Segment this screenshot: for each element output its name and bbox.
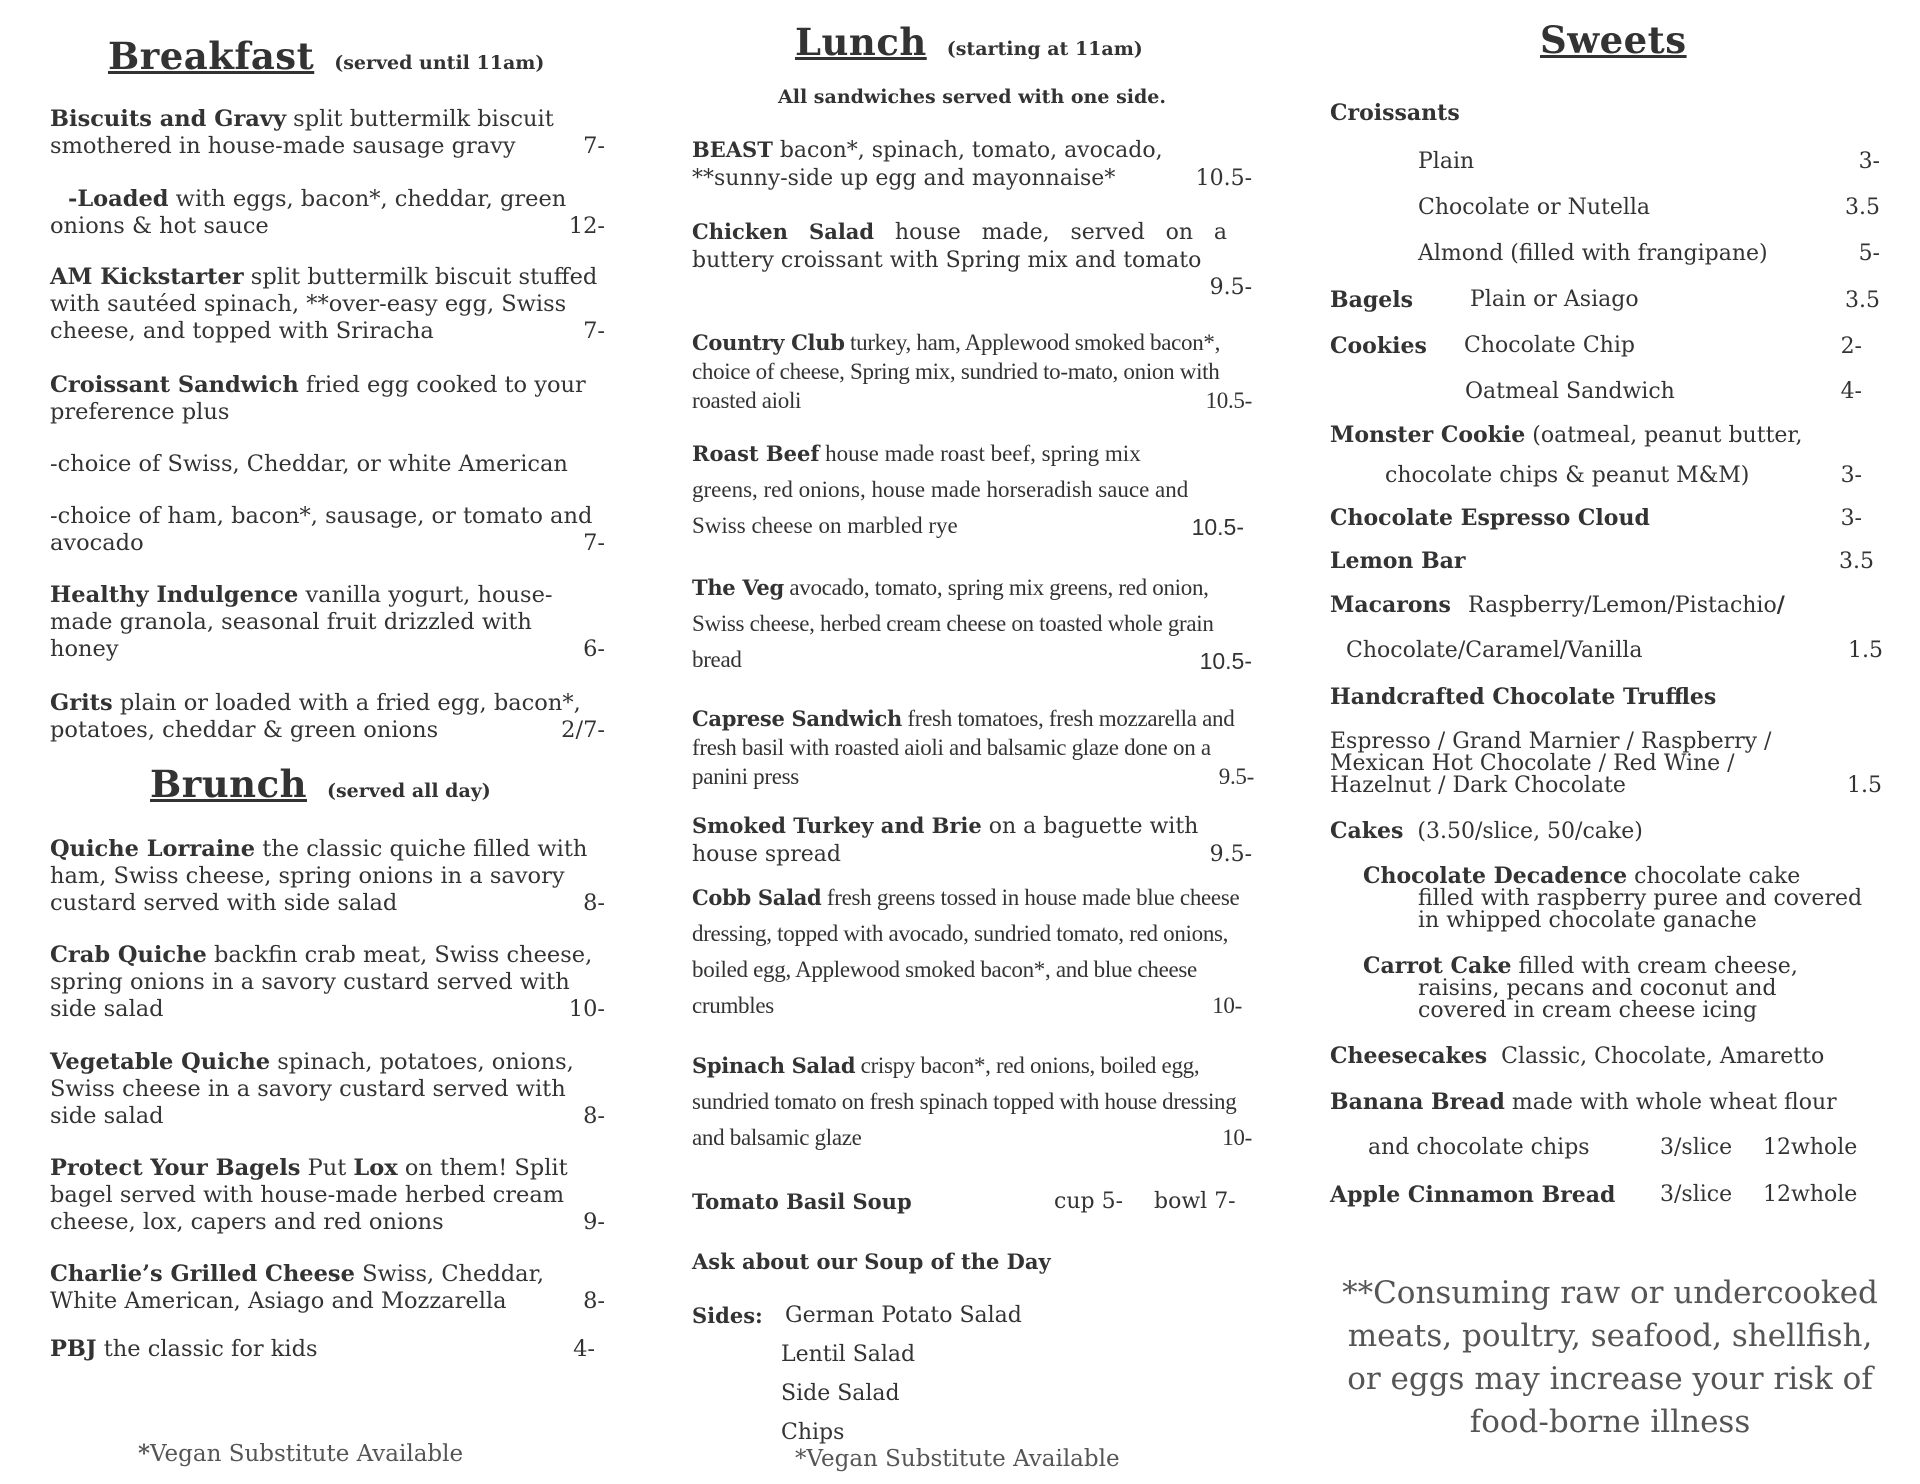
item-desc: plain or loaded with a fried egg, bacon*, potatoes, cheddar & green onions [50, 690, 581, 743]
item-price: 3- [1858, 149, 1880, 174]
menu-item [692, 704, 1254, 791]
item-price: 2/7- [561, 717, 605, 743]
item-price: 7- [583, 318, 605, 344]
item-name: Grits [50, 690, 113, 716]
sweets-title: Sweets [1540, 18, 1687, 62]
cheesecakes [1330, 1043, 1824, 1070]
menu-item [50, 836, 605, 917]
item-price: 6- [583, 636, 605, 662]
menu-item [692, 812, 1252, 869]
cake-item [1363, 865, 1883, 932]
macarons [1330, 592, 1880, 619]
item-name: Biscuits and Gravy [50, 106, 287, 132]
item-name: AM Kickstarter [50, 264, 244, 290]
item-desc: the classic for kids [96, 1336, 318, 1362]
croissant-item [1418, 241, 1880, 267]
breakfast-heading [108, 34, 544, 78]
item-desc: spinach, potatoes, onions, Swiss cheese in a savory custard served with side salad [50, 1049, 574, 1129]
item-price: 7- [583, 530, 605, 556]
item-price-row [692, 644, 1252, 676]
menu-item [50, 503, 605, 557]
item-name: BEAST [692, 137, 773, 162]
item-desc: Swiss, Cheddar, White American, Asiago and Mozzarella [50, 1261, 545, 1314]
breakfast-note: (served until 11am) [334, 52, 545, 74]
banana-bread-cont [1368, 1135, 1880, 1161]
item-name: Chocolate or Nutella [1418, 195, 1651, 220]
item-name: Carrot Cake [1363, 953, 1512, 979]
menu-item [50, 264, 605, 345]
item-price: 1.5 [1847, 773, 1882, 798]
item-price: 10- [568, 996, 605, 1022]
croissant-item [1418, 149, 1880, 175]
item-name: Smoked Turkey and Brie [692, 813, 982, 838]
item-desc-more: filled with raspberry puree and covered in whipped chocolate ganache [1418, 886, 1863, 933]
item-desc: avocado, tomato, spring mix greens, red onion, Swiss cheese, herbed cream cheese on toasted whole grain bread [692, 575, 1214, 672]
item-desc: house made roast beef, spring mix greens, red onions, house made horseradish sauce and Swiss cheese on marbled rye [692, 441, 1189, 538]
menu-item [692, 218, 1227, 275]
bagels-row [1330, 287, 1880, 314]
item-name: PBJ [50, 1336, 97, 1362]
item-price: 2- [1840, 334, 1862, 359]
item-price: 12- [568, 213, 605, 239]
menu-item [50, 1049, 605, 1130]
menu-item [50, 582, 605, 663]
item-desc: Raspberry/Lemon/Pistachio/ [1468, 592, 1785, 618]
item-price: 10- [1212, 993, 1242, 1018]
item-price: 3- [1840, 506, 1862, 531]
soup-cup-price: cup 5- [1054, 1189, 1123, 1214]
item-desc: fresh greens tossed in house made blue cheese dressing, topped with avocado, sundried tomato, red onions, boiled egg, Applewood smoked bacon*, and blue cheese crumbles [692, 885, 1240, 1018]
breakfast-title: Breakfast [108, 34, 315, 78]
item-name: Quiche Lorraine [50, 836, 256, 862]
lemon-bar [1330, 548, 1874, 575]
item-desc: split buttermilk biscuit stuffed with sautéed spinach, **over-easy egg, Swiss cheese, and topped with Sriracha [50, 264, 598, 344]
macarons-cont [1346, 638, 1883, 664]
item-price: 8- [583, 1288, 605, 1314]
item-name: Chocolate Espresso Cloud [1330, 505, 1650, 531]
item-name: Cakes [1330, 818, 1404, 844]
item-desc: turkey, ham, Applewood smoked bacon*, choice of cheese, Spring mix, sundried to-mato, onion with roasted aioli [692, 330, 1221, 413]
side-item: Lentil Salad [781, 1342, 916, 1367]
item-name: Caprese Sandwich [692, 706, 902, 731]
lunch-note: (starting at 11am) [946, 38, 1143, 60]
item-name: Cookies [1330, 333, 1427, 359]
item-desc: on them! Split bagel served with house-made herbed cream cheese, lox, capers and red onions [50, 1155, 568, 1235]
menu-item [50, 451, 605, 478]
item-desc: Plain or Asiago [1470, 287, 1639, 312]
sides-label: Sides: [692, 1303, 763, 1328]
item-price: 10- [1222, 1125, 1252, 1150]
item-name: Country Club [692, 330, 845, 355]
item-desc: fried egg cooked to your preference plus [50, 372, 586, 425]
item-name: Healthy Indulgence [50, 582, 299, 608]
menu-item [50, 1261, 605, 1315]
truffles-flavors [1330, 731, 1882, 797]
item-price-row [692, 274, 1252, 302]
lunch-heading [795, 20, 1143, 64]
item-name: -Loaded [68, 186, 169, 212]
item-price: 3.5 [1845, 288, 1880, 313]
item-desc: Classic, Chocolate, Amaretto [1501, 1044, 1825, 1069]
cookie-item [1465, 379, 1862, 405]
item-name: Croissant Sandwich [50, 372, 299, 398]
item-desc: fresh tomatoes, fresh mozzarella and fresh basil with roasted aioli and balsamic glaze done on a panini press [692, 706, 1235, 789]
raw-food-disclaimer: **Consuming raw or undercooked meats, poultry, seafood, shellfish, or eggs may increase your risk of food-borne illness [1342, 1275, 1878, 1440]
croissants-label: Croissants [1330, 100, 1460, 126]
item-name: Crab Quiche [50, 942, 207, 968]
sweets-heading [1540, 18, 1687, 62]
brunch-heading [150, 762, 491, 806]
lunch-subtitle: All sandwiches served with one side. [778, 86, 1166, 108]
item-desc: Chocolate/Caramel/Vanilla [1346, 638, 1643, 663]
brunch-note: (served all day) [327, 780, 491, 802]
menu-item [50, 690, 605, 744]
vegan-note [138, 1440, 463, 1467]
item-price: 10.5- [1205, 388, 1252, 413]
item-desc: made with whole wheat flour [1504, 1090, 1837, 1115]
item-price: 8- [583, 890, 605, 916]
lunch-title: Lunch [795, 20, 927, 64]
item-desc: vanilla yogurt, house-made granola, seasonal fruit drizzled with honey [50, 582, 553, 662]
item-name: Cobb Salad [692, 885, 822, 910]
item-desc: on a baguette with house spread [692, 814, 1199, 867]
item-price: 10.5- [1199, 648, 1252, 674]
item-desc: (3.50/slice, 50/cake) [1417, 819, 1643, 844]
item-price: 3- [1840, 463, 1862, 488]
item-price: 9.5- [1209, 275, 1252, 300]
item-name: Plain [1418, 149, 1475, 174]
apple-cinnamon-bread [1330, 1182, 1880, 1209]
item-desc: with eggs, bacon*, cheddar, green onions & hot sauce [50, 186, 567, 239]
menu-item [50, 1155, 605, 1236]
item-price-row [692, 510, 1244, 542]
side-item: German Potato Salad [785, 1303, 1022, 1328]
side-item: Chips [781, 1420, 845, 1445]
item-price: 9.5- [1218, 764, 1254, 789]
item-desc-more: raisins, pecans and coconut and covered in cream cheese icing [1418, 976, 1777, 1023]
soup-name: Tomato Basil Soup [692, 1189, 912, 1214]
item-desc: Espresso / Grand Marnier / Raspberry / Mexican Hot Chocolate / Red Wine / Hazelnut / Dark Chocolate [1330, 729, 1772, 798]
item-name: The Veg [692, 575, 784, 600]
item-desc: backfin crab meat, Swiss cheese, spring onions in a savory custard served with side salad [50, 942, 593, 1022]
item-desc: and chocolate chips [1368, 1135, 1590, 1160]
menu-item [692, 880, 1242, 1024]
item-desc: -choice of Swiss, Cheddar, or white American [50, 451, 568, 477]
soup-of-day-text: Ask about our Soup of the Day [692, 1249, 1051, 1274]
item-price: 9.5- [1209, 842, 1252, 867]
menu-item [50, 186, 605, 240]
menu-item [50, 942, 605, 1023]
item-name: Oatmeal Sandwich [1465, 379, 1675, 404]
vegan-star: * [138, 1440, 151, 1467]
soup-bowl-price: bowl 7- [1154, 1189, 1236, 1214]
truffles-label: Handcrafted Chocolate Truffles [1330, 684, 1717, 710]
item-price: 3.5 [1845, 195, 1880, 220]
monster-cookie-cont [1385, 463, 1862, 489]
item-name: Vegetable Quiche [50, 1049, 271, 1075]
cake-item [1363, 955, 1843, 1022]
whole-price: 12whole [1763, 1135, 1858, 1160]
sides-list [692, 1296, 1092, 1445]
item-desc: crispy bacon*, red onions, boiled egg, sundried tomato on fresh spinach topped with house dressing and balsamic glaze [692, 1053, 1237, 1150]
item-name: Spinach Salad [692, 1053, 856, 1078]
item-desc: the classic quiche filled with ham, Swiss cheese, spring onions in a savory custard served with side salad [50, 836, 588, 916]
item-desc: Chocolate Chip [1464, 333, 1635, 358]
soup-of-day [692, 1248, 1252, 1277]
item-name: Chicken Salad [692, 219, 875, 244]
slice-price: 3/slice [1660, 1182, 1733, 1207]
menu-item [50, 372, 605, 426]
item-name: Bagels [1330, 287, 1413, 313]
soup-row [692, 1188, 1252, 1218]
item-desc: split buttermilk biscuit smothered in house-made sausage gravy [50, 106, 554, 159]
banana-bread [1330, 1089, 1837, 1116]
item-name: Almond (filled with frangipane) [1418, 241, 1768, 266]
side-item: Side Salad [781, 1381, 900, 1406]
item-price: 9- [583, 1209, 605, 1235]
espresso-cloud [1330, 505, 1862, 532]
vegan-note-text: Vegan Substitute Available [150, 1441, 464, 1467]
croissant-item [1418, 195, 1880, 221]
item-desc: bacon*, spinach, tomato, avocado, **sunny-side up egg and mayonnaise* [692, 138, 1163, 191]
item-price: 4- [1840, 379, 1862, 404]
item-name: Charlie’s Grilled Cheese [50, 1261, 355, 1287]
item-name: Chocolate Decadence [1363, 863, 1628, 889]
item-price: 3.5 [1839, 549, 1874, 574]
item-desc: filled with cream cheese, [1511, 954, 1798, 979]
item-price: 10.5- [1195, 166, 1252, 191]
cakes-label [1330, 818, 1643, 845]
item-name: Roast Beef [692, 441, 820, 466]
menu-item [692, 136, 1252, 193]
item-price: 4- [573, 1336, 595, 1362]
item-desc: house made, served on a buttery croissant with Spring mix and tomato [692, 220, 1227, 273]
item-desc: -choice of ham, bacon*, sausage, or tomato and avocado [50, 503, 593, 556]
item-name: Monster Cookie [1330, 422, 1526, 448]
menu-item [50, 1336, 595, 1363]
item-price: 8- [583, 1103, 605, 1129]
item-name: Protect Your Bagels [50, 1155, 301, 1181]
item-mid: Put [300, 1155, 354, 1181]
cookies-row [1330, 333, 1862, 360]
item-desc: (oatmeal, peanut butter, [1525, 423, 1803, 448]
item-price: 1.5 [1848, 638, 1883, 663]
brunch-title: Brunch [150, 762, 307, 806]
menu-item [50, 106, 605, 160]
item-price: 5- [1858, 241, 1880, 266]
item-price: 10.5- [1191, 514, 1244, 540]
menu-item [692, 328, 1252, 415]
item-name: Banana Bread [1330, 1089, 1505, 1115]
vegan-note: *Vegan Substitute Available [795, 1446, 1120, 1472]
item-name: Lox [353, 1155, 398, 1181]
item-desc: chocolate cake [1627, 864, 1801, 889]
item-name: Lemon Bar [1330, 548, 1466, 574]
item-name: Macarons [1330, 592, 1451, 618]
item-name: Apple Cinnamon Bread [1330, 1182, 1616, 1208]
item-desc: chocolate chips & peanut M&M) [1385, 463, 1750, 488]
slice-price: 3/slice [1660, 1135, 1733, 1160]
whole-price: 12whole [1763, 1182, 1858, 1207]
item-name: Cheesecakes [1330, 1043, 1488, 1069]
item-price: 7- [583, 133, 605, 159]
menu-item [692, 1048, 1252, 1156]
monster-cookie [1330, 422, 1880, 449]
